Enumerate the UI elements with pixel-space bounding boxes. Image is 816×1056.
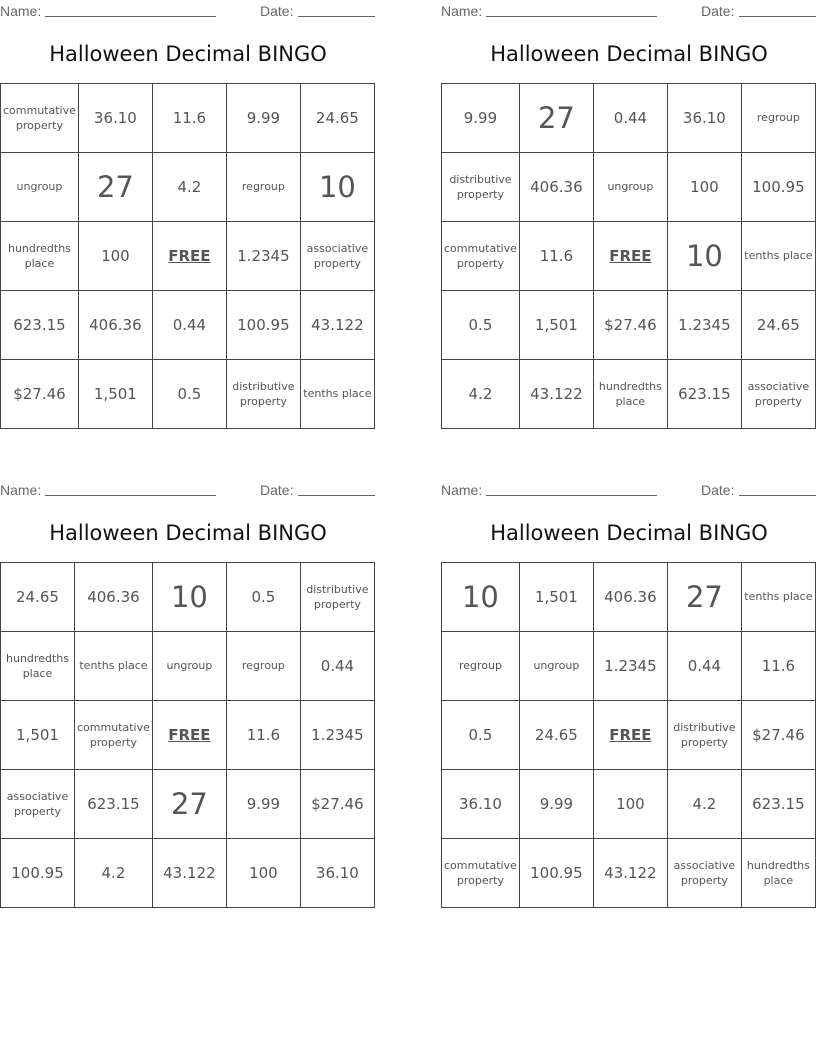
bingo-cell: $27.46 [300,770,374,839]
bingo-cell: 11.6 [519,222,593,291]
bingo-cell: associative property [667,839,741,908]
bingo-row [442,839,816,908]
bingo-row [1,839,375,908]
bingo-cell: 100.95 [741,153,815,222]
bingo-row [1,770,375,839]
date-label: Date: [260,3,294,19]
free-space-cell: FREE [152,222,226,291]
bingo-row [442,291,816,360]
bingo-cell: 43.122 [593,839,667,908]
name-blank-line [486,495,657,496]
bingo-cell: tenths place [741,563,815,632]
name-label: Name: [441,482,483,498]
bingo-row [442,153,816,222]
bingo-cell: 0.44 [152,291,226,360]
bingo-cell: 100.95 [519,839,593,908]
bingo-cell: regroup [226,632,300,701]
bingo-cell: regroup [442,632,520,701]
date-label: Date: [260,482,294,498]
bingo-cell: 406.36 [75,563,153,632]
bingo-cell: regroup [741,84,815,153]
bingo-cell: hundredths place [1,632,75,701]
bingo-cell: 27 [78,153,152,222]
bingo-cell: 100.95 [226,291,300,360]
bingo-cell: 24.65 [300,84,374,153]
bingo-cell: hundredths place [1,222,79,291]
bingo-cell: $27.46 [741,701,815,770]
bingo-cell: distributive property [300,563,374,632]
bingo-cell: 623.15 [1,291,79,360]
name-label: Name: [0,482,42,498]
bingo-grid [441,83,816,429]
bingo-cell: 36.10 [667,84,741,153]
date-blank-line [739,495,816,496]
bingo-cell: 0.44 [667,632,741,701]
bingo-cell: 10 [442,563,520,632]
bingo-cell: ungroup [1,153,79,222]
bingo-cell: commutative property [75,701,153,770]
bingo-cell: 100 [667,153,741,222]
card-title: Halloween Decimal BINGO [490,521,768,545]
bingo-cell: 1.2345 [667,291,741,360]
bingo-row [442,222,816,291]
bingo-cell: 27 [519,84,593,153]
bingo-row [442,84,816,153]
bingo-row [1,84,375,153]
bingo-cell: associative property [741,360,815,429]
bingo-cell: $27.46 [593,291,667,360]
bingo-cell: distributive property [667,701,741,770]
bingo-grid [0,83,375,429]
bingo-cell: distributive property [442,153,520,222]
bingo-cell: $27.46 [1,360,79,429]
bingo-cell: associative property [300,222,374,291]
bingo-cell: 10 [667,222,741,291]
free-space-cell: FREE [593,222,667,291]
bingo-cell: 406.36 [593,563,667,632]
free-space-cell: FREE [593,701,667,770]
name-date-row [0,0,376,20]
bingo-cell: 100 [226,839,300,908]
date-blank-line [298,495,375,496]
card-title: Halloween Decimal BINGO [49,42,327,66]
bingo-cell: 1.2345 [226,222,300,291]
bingo-row [1,701,375,770]
bingo-cell: 9.99 [442,84,520,153]
bingo-grid [0,562,375,908]
bingo-row [442,360,816,429]
bingo-cell: 24.65 [1,563,75,632]
bingo-cell: 36.10 [300,839,374,908]
name-date-row [441,479,816,499]
bingo-row [1,360,375,429]
bingo-row [442,701,816,770]
bingo-cell: 9.99 [519,770,593,839]
bingo-cell: distributive property [226,360,300,429]
bingo-cell: 100 [593,770,667,839]
bingo-row [1,563,375,632]
bingo-row [1,291,375,360]
bingo-cell: 9.99 [226,770,300,839]
bingo-cell: ungroup [519,632,593,701]
bingo-row [1,632,375,701]
bingo-cell: 11.6 [226,701,300,770]
bingo-cell: 0.5 [442,291,520,360]
bingo-row [442,563,816,632]
bingo-cell: 0.5 [152,360,226,429]
bingo-row [442,632,816,701]
bingo-cell: 11.6 [152,84,226,153]
bingo-cell: 0.5 [226,563,300,632]
date-label: Date: [701,3,735,19]
card-title: Halloween Decimal BINGO [490,42,768,66]
date-blank-line [298,16,375,17]
bingo-cell: associative property [1,770,75,839]
bingo-cell: commutative property [1,84,79,153]
bingo-cell: 43.122 [152,839,226,908]
bingo-cell: 623.15 [667,360,741,429]
bingo-cell: 4.2 [152,153,226,222]
bingo-cell: 100 [78,222,152,291]
bingo-cell: 623.15 [741,770,815,839]
bingo-cell: 0.5 [442,701,520,770]
name-label: Name: [441,3,483,19]
bingo-cell: 406.36 [519,153,593,222]
name-blank-line [45,16,216,17]
bingo-cell: 623.15 [75,770,153,839]
bingo-cell: 10 [152,563,226,632]
bingo-cell: tenths place [75,632,153,701]
bingo-cell: 1,501 [78,360,152,429]
bingo-grid [441,562,816,908]
bingo-cell: 406.36 [78,291,152,360]
bingo-cell: 1,501 [519,291,593,360]
bingo-cell: 0.44 [593,84,667,153]
bingo-cell: regroup [226,153,300,222]
name-date-row [0,479,376,499]
bingo-cell: commutative property [442,222,520,291]
bingo-cell: tenths place [300,360,374,429]
bingo-row [1,153,375,222]
bingo-cell: ungroup [152,632,226,701]
bingo-cell: 11.6 [741,632,815,701]
bingo-cell: 43.122 [300,291,374,360]
bingo-cell: 24.65 [519,701,593,770]
bingo-cell: 9.99 [226,84,300,153]
bingo-row [442,770,816,839]
bingo-cell: 36.10 [78,84,152,153]
bingo-cell: 1,501 [519,563,593,632]
bingo-cell: 36.10 [442,770,520,839]
free-space-cell: FREE [152,701,226,770]
bingo-cell: ungroup [593,153,667,222]
name-label: Name: [0,3,42,19]
bingo-cell: tenths place [741,222,815,291]
bingo-cell: 4.2 [667,770,741,839]
bingo-cell: 27 [152,770,226,839]
name-date-row [441,0,816,20]
date-label: Date: [701,482,735,498]
bingo-cell: hundredths place [593,360,667,429]
bingo-cell: hundredths place [741,839,815,908]
bingo-cell: commutative property [442,839,520,908]
bingo-cell: 1.2345 [593,632,667,701]
bingo-cell: 4.2 [75,839,153,908]
name-blank-line [45,495,216,496]
bingo-cell: 27 [667,563,741,632]
bingo-cell: 24.65 [741,291,815,360]
bingo-row [1,222,375,291]
bingo-cell: 43.122 [519,360,593,429]
bingo-cell: 4.2 [442,360,520,429]
bingo-cell: 0.44 [300,632,374,701]
bingo-cell: 100.95 [1,839,75,908]
date-blank-line [739,16,816,17]
card-title: Halloween Decimal BINGO [49,521,327,545]
bingo-cell: 1,501 [1,701,75,770]
bingo-cell: 10 [300,153,374,222]
bingo-cell: 1.2345 [300,701,374,770]
name-blank-line [486,16,657,17]
